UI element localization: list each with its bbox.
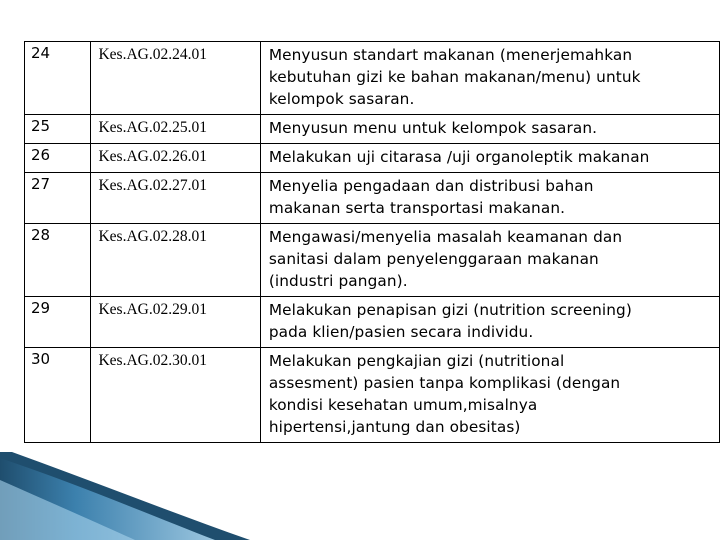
description-line: makanan serta transportasi makanan. (268, 199, 566, 217)
table-body (25, 42, 720, 443)
footer-wave-decoration (0, 440, 720, 540)
description-line: Melakukan penapisan gizi (nutrition screening) (268, 301, 632, 319)
description-line: kondisi kesehatan umum,misalnya (268, 396, 538, 414)
table-row (25, 42, 720, 115)
description-line: assesment) pasien tanpa komplikasi (dengan (268, 374, 621, 392)
competency-description (260, 173, 719, 224)
row-number: 27 (25, 173, 91, 224)
row-number: 30 (25, 348, 91, 443)
table-row (25, 144, 720, 173)
row-number: 28 (25, 224, 91, 297)
description-line: Melakukan pengkajian gizi (nutritional (268, 352, 565, 370)
table-row (25, 297, 720, 348)
row-number: 29 (25, 297, 91, 348)
competency-code: Kes.AG.02.27.01 (91, 173, 260, 224)
competency-code: Kes.AG.02.30.01 (91, 348, 260, 443)
competency-description (260, 297, 719, 348)
competency-description (260, 224, 719, 297)
table-row (25, 173, 720, 224)
description-line: Menyelia pengadaan dan distribusi bahan (268, 177, 594, 195)
row-number: 24 (25, 42, 91, 115)
competency-description (260, 348, 719, 443)
competency-description (260, 115, 719, 144)
competency-description (260, 144, 719, 173)
description-line: sanitasi dalam penyelenggaraan makanan (268, 250, 599, 268)
description-line: Melakukan uji citarasa /uji organoleptik makanan (268, 148, 650, 166)
competency-code: Kes.AG.02.29.01 (91, 297, 260, 348)
competency-code: Kes.AG.02.25.01 (91, 115, 260, 144)
description-line: Menyusun standart makanan (menerjemahkan (268, 46, 633, 64)
description-line: Mengawasi/menyelia masalah keamanan dan (268, 228, 623, 246)
row-number: 26 (25, 144, 91, 173)
competency-table (24, 41, 720, 443)
description-line: kebutuhan gizi ke bahan makanan/menu) untuk (268, 68, 641, 86)
competency-code: Kes.AG.02.24.01 (91, 42, 260, 115)
description-line: pada klien/pasien secara individu. (268, 323, 534, 341)
competency-description (260, 42, 719, 115)
description-line: Menyusun menu untuk kelompok sasaran. (268, 119, 598, 137)
description-line: kelompok sasaran. (268, 90, 415, 108)
row-number: 25 (25, 115, 91, 144)
description-line: hipertensi,jantung dan obesitas) (268, 418, 521, 436)
table-row (25, 115, 720, 144)
competency-code: Kes.AG.02.28.01 (91, 224, 260, 297)
competency-code: Kes.AG.02.26.01 (91, 144, 260, 173)
table-row (25, 348, 720, 443)
description-line: (industri pangan). (268, 272, 408, 290)
table-row (25, 224, 720, 297)
